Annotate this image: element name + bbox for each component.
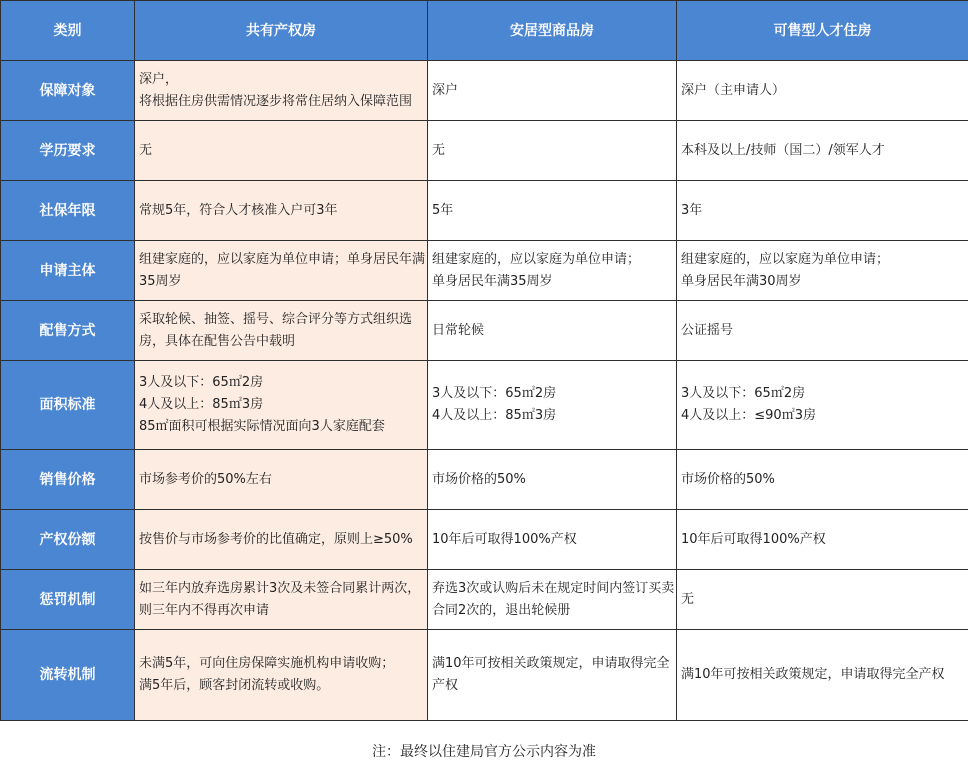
cell-talent-housing [677, 510, 968, 570]
cell-text-line: 按售价与市场参考价的比值确定，原则上≥50% [139, 531, 413, 547]
cell-anju-housing [428, 450, 677, 510]
cell-text-line: 35周岁 [139, 273, 182, 289]
cell-text-line: 组建家庭的，应以家庭为单位申请； [432, 251, 641, 267]
cell-anju-housing [428, 61, 677, 121]
row-category-label: 申请主体 [1, 241, 135, 301]
table-row [1, 301, 968, 361]
cell-text-line: 市场价格的50% [681, 471, 775, 487]
cell-anju-housing [428, 181, 677, 241]
cell-text-line: 3人及以下：65㎡2房 [139, 375, 264, 390]
cell-anju-housing [428, 121, 677, 181]
footer-note: 注：最终以住建局官方公示内容为准 [372, 743, 596, 760]
cell-talent-housing [677, 361, 968, 450]
header-category: 类别 [1, 1, 135, 61]
cell-text-line: 深户（主申请人） [681, 82, 786, 98]
cell-anju-housing [428, 570, 677, 630]
cell-talent-housing [677, 570, 968, 630]
cell-text-line: 本科及以上/技师（国二）/领军人才 [681, 142, 885, 158]
cell-text-line: 4人及以上：≤90㎡3房 [681, 408, 816, 423]
table-row [1, 181, 968, 241]
cell-anju-housing [428, 510, 677, 570]
cell-shared-ownership [135, 510, 428, 570]
cell-talent-housing [677, 450, 968, 510]
cell-text-line: 市场价格的50% [432, 471, 526, 487]
cell-shared-ownership [135, 241, 428, 301]
table-row [1, 361, 968, 450]
cell-anju-housing [428, 630, 677, 721]
cell-text-line: 10年后可取得100%产权 [432, 531, 577, 547]
cell-text-line: 3人及以下：65㎡2房 [432, 386, 557, 401]
cell-talent-housing [677, 630, 968, 721]
row-category-label: 社保年限 [1, 181, 135, 241]
cell-text-line: 10年后可取得100%产权 [681, 531, 826, 547]
cell-text-line: 3人及以下：65㎡2房 [681, 386, 806, 401]
cell-talent-housing [677, 121, 968, 181]
row-category-label: 保障对象 [1, 61, 135, 121]
row-category-label: 惩罚机制 [1, 570, 135, 630]
row-category-label: 产权份额 [1, 510, 135, 570]
cell-shared-ownership [135, 301, 428, 361]
cell-text-line: 深户 [432, 82, 459, 98]
cell-talent-housing [677, 241, 968, 301]
table-row [1, 570, 968, 630]
cell-text-line: 4人及以上：85㎡3房 [432, 408, 557, 423]
row-category-label: 流转机制 [1, 630, 135, 721]
table-body [1, 61, 968, 721]
table-row [1, 241, 968, 301]
cell-text-line: 常规5年，符合人才核准入户可3年 [139, 202, 338, 218]
header-talent-housing: 可售型人才住房 [677, 1, 968, 61]
cell-text-line: 单身居民年满30周岁 [681, 273, 802, 289]
cell-text-line: 日常轮候 [432, 322, 485, 338]
cell-talent-housing [677, 181, 968, 241]
cell-text-line: 单身居民年满35周岁 [432, 273, 553, 289]
cell-shared-ownership [135, 61, 428, 121]
table-row [1, 61, 968, 121]
cell-shared-ownership [135, 181, 428, 241]
cell-text-line: 采取轮候、抽签、摇号、综合评分等方式组织选 [139, 311, 413, 327]
cell-text-line: 3年 [681, 202, 703, 218]
cell-shared-ownership [135, 630, 428, 721]
cell-text-line: 组建家庭的，应以家庭为单位申请；单身居民年满 [139, 251, 426, 267]
cell-text-line: 组建家庭的，应以家庭为单位申请； [681, 251, 890, 267]
row-category-label: 学历要求 [1, 121, 135, 181]
cell-talent-housing [677, 301, 968, 361]
cell-shared-ownership [135, 361, 428, 450]
table-row [1, 630, 968, 721]
cell-text-line: 市场参考价的50%左右 [139, 471, 272, 487]
cell-text-line: 无 [681, 591, 695, 607]
cell-anju-housing [428, 241, 677, 301]
row-category-label: 配售方式 [1, 301, 135, 361]
cell-text-line: 如三年内放弃选房累计3次及未签合同累计两次， [139, 580, 421, 596]
cell-text-line: 深户， [139, 71, 179, 87]
cell-text-line: 产权 [432, 678, 459, 693]
row-category-label: 销售价格 [1, 450, 135, 510]
header-shared-ownership: 共有产权房 [135, 1, 428, 61]
header-row [1, 1, 968, 61]
cell-talent-housing [677, 61, 968, 121]
cell-text-line: 房，具体在配售公告中载明 [139, 333, 296, 349]
header-anju-housing: 安居型商品房 [428, 1, 677, 61]
cell-text-line: 未满5年，可向住房保障实施机构申请收购； [139, 656, 395, 671]
cell-text-line: 满5年后，顾客封闭流转或收购。 [139, 678, 330, 693]
cell-text-line: 合同2次的，退出轮候册 [432, 602, 571, 618]
cell-anju-housing [428, 301, 677, 361]
cell-text-line: 无 [139, 142, 153, 158]
cell-text-line: 满10年可按相关政策规定，申请取得完全产权 [681, 667, 945, 682]
cell-anju-housing [428, 361, 677, 450]
cell-shared-ownership [135, 121, 428, 181]
cell-shared-ownership [135, 570, 428, 630]
cell-text-line: 无 [432, 142, 446, 158]
cell-text-line: 将根据住房供需情况逐步将常住居纳入保障范围 [139, 93, 413, 109]
table-row [1, 450, 968, 510]
row-category-label: 面积标准 [1, 361, 135, 450]
table-row [1, 510, 968, 570]
cell-text-line: 则三年内不得再次申请 [139, 602, 270, 618]
table-row [1, 121, 968, 181]
cell-text-line: 公证摇号 [681, 322, 734, 338]
cell-text-line: 满10年可按相关政策规定，申请取得完全 [432, 656, 670, 671]
cell-shared-ownership [135, 450, 428, 510]
cell-text-line: 4人及以上：85㎡3房 [139, 397, 264, 412]
cell-text-line: 5年 [432, 202, 454, 218]
cell-text-line: 弃选3次或认购后未在规定时间内签订买卖 [432, 580, 675, 596]
cell-text-line: 85㎡面积可根据实际情况面向3人家庭配套 [139, 419, 385, 434]
